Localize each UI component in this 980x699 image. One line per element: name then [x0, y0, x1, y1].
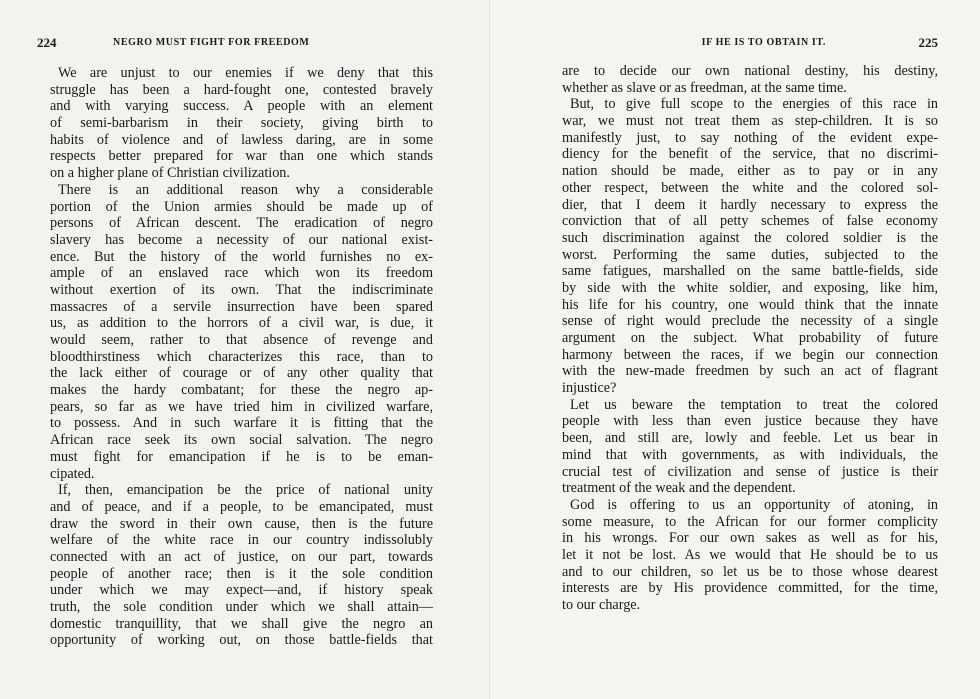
text-line: his life for his country, one would think that the innate — [562, 296, 938, 313]
text-line: God is offering to us an opportunity of atoning, in — [570, 496, 938, 513]
text-line: of semi-barbarism in their society, giving birth to — [50, 115, 433, 132]
right-page-number: 225 — [918, 35, 938, 50]
text-line: truth, the sole condition under which we shall attain— — [50, 599, 433, 615]
left-running-title: NEGRO MUST FIGHT FOR FREEDOM — [113, 37, 310, 48]
text-line: massacres of a servile insurrection have been spared — [50, 298, 433, 315]
text-line: the lack either of courage or of any other quality that — [50, 365, 433, 382]
text-line: such discrimination against the colored soldier is the — [562, 229, 938, 246]
text-line: by side with the white soldier, and exposing, like him, — [562, 279, 938, 296]
text-line: opportunity of working out, on those battle-fields that — [50, 632, 433, 649]
left-running-head — [37, 37, 437, 53]
text-line: war, we must not treat them as step-children. It is so — [562, 113, 938, 130]
text-line: to possess. And in such warfare it is fitting that the — [50, 415, 433, 432]
text-line: mind that with governments, as with individuals, the — [562, 446, 938, 463]
text-line: and to our children, so let us be to those whose dearest — [562, 563, 938, 580]
text-line: would seem, rather to that absence of revenge and — [50, 332, 433, 348]
text-line: If, then, emancipation be the price of national unity — [58, 482, 433, 499]
text-line: let it not be lost. As we would that He should be to us — [562, 546, 938, 563]
text-line: habits of violence and of lawless daring, are in some — [50, 131, 433, 148]
text-line: whether as slave or as freedman, at the same time. — [562, 79, 847, 96]
text-line: without exertion of its own. That the indiscriminate — [50, 281, 433, 298]
text-line: to our charge. — [562, 597, 641, 613]
text-line: us, as addition to the horrors of a civil war, is due, it — [50, 315, 433, 332]
text-line: makes the hardy combatant; for these the negro ap- — [50, 382, 433, 399]
text-line: treatment of the weak and the dependent. — [562, 480, 796, 497]
text-line: struggle has been a hard-fought one, contested bravely — [50, 81, 433, 98]
text-line: and with varying success. A people with an element — [50, 98, 433, 115]
right-running-head — [560, 37, 938, 53]
text-line: conviction that of all petty schemes of false economy — [562, 213, 938, 230]
text-line: in his wrongs. For our own sakes as well as for his, — [562, 530, 938, 547]
text-line: Let us beware the temptation to treat the colored — [570, 396, 938, 413]
text-line: portion of the Union armies should be made up of — [50, 198, 433, 215]
text-line: and of peace, and if a people, to be emancipated, must — [50, 498, 433, 515]
text-line: persons of African descent. The eradication of negro — [50, 215, 433, 232]
left-body-text — [50, 65, 433, 649]
text-line: some measure, to the African for our former complicity — [562, 513, 938, 530]
text-line: draw the sword in their own cause, then is the future — [50, 515, 433, 532]
text-line: worst. Performing the same duties, subjected to the — [562, 246, 938, 263]
text-line: There is an additional reason why a considerable — [58, 181, 433, 198]
text-line: harmony between the races, if we begin our connection — [562, 346, 938, 363]
text-line: dier, that I deem it hardly necessary to express the — [562, 196, 938, 213]
text-line: other respect, between the white and the colored sol- — [562, 179, 938, 196]
text-line: sense of right would preclude the necessity of a single — [562, 313, 938, 330]
text-line: on a higher plane of Christian civilization. — [50, 165, 290, 182]
text-line: ence. But the history of the world furnishes no ex- — [50, 248, 433, 265]
text-line: people with less than even justice because they have — [562, 413, 938, 430]
text-line: ample of an enslaved race which won its freedom — [50, 265, 433, 282]
text-line: same fatigues, marshalled on the same battle-fields, side — [562, 263, 938, 280]
text-line: pears, so far as we have tried him in civilized warfare, — [50, 398, 433, 415]
text-line: African race seek its own social salvation. The negro — [50, 432, 433, 449]
text-line: injustice? — [562, 380, 617, 397]
text-line: cipated. — [50, 465, 95, 482]
text-line: respects better prepared for war than one which stands — [50, 148, 433, 165]
text-line: bloodthirstiness which characterizes this race, than to — [50, 348, 433, 365]
text-line: We are unjust to our enemies if we deny that this — [58, 65, 433, 81]
text-line: must fight for emancipation if he is to be eman- — [50, 448, 433, 465]
text-line: with the new-made freedmen by such an act of flagrant — [562, 363, 938, 380]
right-body-text — [562, 63, 938, 614]
text-line: But, to give full scope to the energies of this race in — [570, 96, 938, 113]
text-line: connected with an act of justice, on our part, towards — [50, 548, 433, 565]
text-line: nation should be made, either as to pay or in any — [562, 163, 938, 180]
text-line: people of another race; then is it the sole condition — [50, 565, 433, 582]
text-line: are to decide our own national destiny, his destiny, — [562, 63, 938, 79]
text-line: manifestly just, to say nothing of the evident expe- — [562, 129, 938, 146]
text-line: argument on the subject. What probability of future — [562, 330, 938, 346]
text-line: slavery has become a necessity of our national exist- — [50, 231, 433, 248]
right-running-title: IF HE IS TO OBTAIN IT. — [701, 37, 826, 48]
text-line: been, and still are, lowly and feeble. Let us bear in — [562, 430, 938, 447]
text-line: crucial test of civilization and sense of justice is their — [562, 463, 938, 480]
text-line: interests are by His providence committed, for the time, — [562, 580, 938, 597]
text-line: welfare of the white race in our country indissolubly — [50, 532, 433, 549]
text-line: domestic tranquillity, that we shall give the negro an — [50, 615, 433, 632]
right-page — [490, 0, 980, 699]
left-page-number: 224 — [37, 35, 57, 50]
text-line: under which we may expect—and, if history speak — [50, 582, 433, 599]
text-line: diency for the benefit of the service, that no discrimi- — [562, 146, 938, 163]
